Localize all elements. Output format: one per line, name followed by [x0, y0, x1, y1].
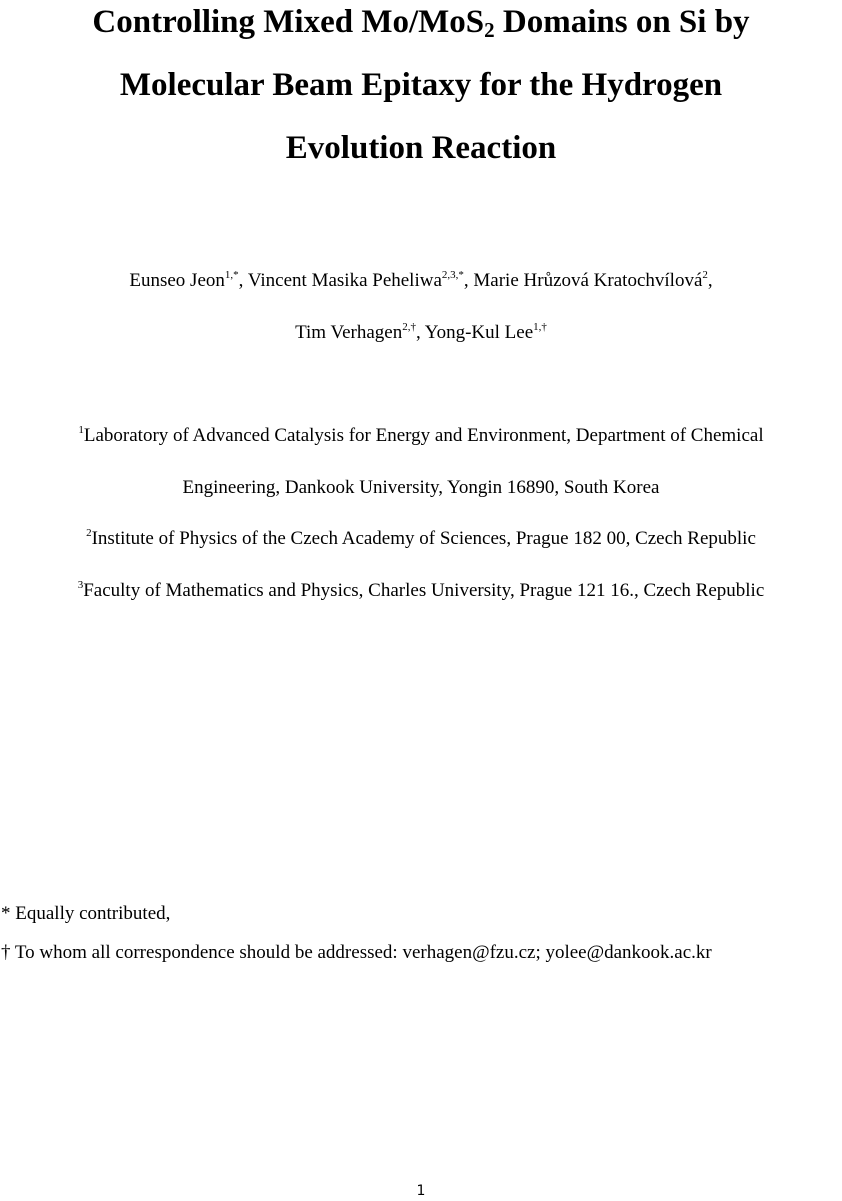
author-affiliation-marks: 2: [702, 269, 708, 281]
affiliation-1: $^1$Laboratory of Advanced Catalysis for Energy and Environment, Department of Chemical: [78, 424, 764, 446]
author-name: Tim Verhagen: [295, 322, 403, 343]
paper-title: [0, 0, 842, 180]
author-line-1: Eunseo Jeon$^{1,*}$, Vincent Masika Peheliwa$^{2,3,*}$, Marie Hrůzová Kratochvílová$^2$,: [129, 269, 713, 291]
affiliation-number: 1: [78, 424, 84, 436]
affiliation-2: $^2$Institute of Physics of the Czech Academy of Sciences, Prague 182 00, Czech Republic: [86, 527, 756, 549]
author-line-2: Tim Verhagen$^{2,\dagger}$, Yong-Kul Lee$^{1,\dagger}$: [295, 321, 547, 343]
affiliation-number: 3: [77, 579, 84, 591]
page-number: 1: [416, 1183, 426, 1199]
author-name: Yong-Kul Lee: [424, 322, 534, 343]
title-line-2: Molecular Beam Epitaxy for the Hydrogen: [119, 67, 723, 103]
author-name: Eunseo Jeon: [129, 270, 225, 291]
title-subscript: 2: [484, 18, 495, 42]
title-line-3: Evolution Reaction: [285, 130, 557, 166]
author-affiliation-marks: 1,†: [533, 321, 547, 333]
title-line-1: Controlling Mixed Mo/MoS$_2$ Domains on Si by: [92, 4, 750, 42]
author-affiliation-marks: 2,†: [402, 321, 416, 333]
author-name: Marie Hrůzová Kratochvílová: [473, 270, 703, 291]
equal-contribution-note: * Equally contributed,: [1, 903, 171, 924]
author-affiliation-marks: 1,*: [224, 269, 239, 281]
author-affiliation-marks: 2,3,*: [441, 269, 464, 281]
affiliation-1-continued: Engineering, Dankook University, Yongin 16890, South Korea: [182, 477, 660, 498]
author-name: Vincent Masika Peheliwa: [247, 270, 442, 291]
affiliation-number: 2: [86, 527, 92, 539]
correspondence-note: † To whom all correspondence should be addressed: verhagen@fzu.cz; yolee@dankook.ac.kr: [1, 942, 712, 963]
affiliation-3: $^3$Faculty of Mathematics and Physics, Charles University, Prague 121 16., Czech Republic: [77, 579, 765, 601]
